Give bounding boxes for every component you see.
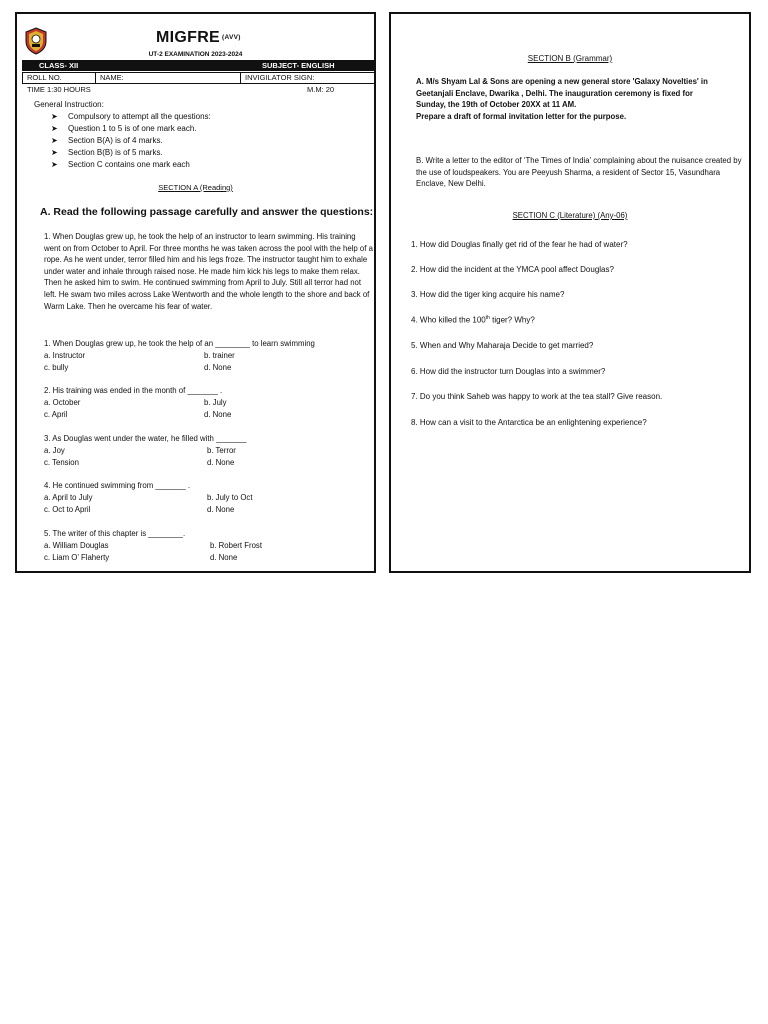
literature-question: 5. When and Why Maharaja Decide to get married? — [411, 341, 594, 350]
time-allowed: TIME 1:30 HOURS — [27, 85, 91, 94]
general-instruction-title: General Instruction: — [34, 100, 104, 109]
instruction-item: ➤ Section B(A) is of 4 marks. — [51, 136, 163, 145]
school-name: MIGFRE (AVV) — [156, 29, 241, 46]
student-info-row — [22, 72, 376, 84]
instruction-item: ➤ Question 1 to 5 is of one mark each. — [51, 124, 197, 133]
instruction-item: ➤ Compulsory to attempt all the questions: — [51, 112, 211, 121]
section-b-question-a: A. M/s Shyam Lal & Sons are opening a new general store 'Galaxy Novelties' in Geetanjali Enclave, Dwarika , Delhi. The inauguration ceremony is fixed for Sunday, the 19th of October 20XX at 11 AM. Prepare a draft of formal invitation letter for the purpose. — [416, 77, 708, 121]
literature-question: 1. How did Douglas finally get rid of the fear he had of water? — [411, 240, 628, 249]
literature-question: 2. How did the incident at the YMCA pool affect Douglas? — [411, 265, 614, 274]
mcq-question-5: 5. The writer of this chapter is ________. a. William Douglas b. Robert Frost c. Liam O’ Flaherty d. None — [44, 529, 262, 562]
mcq-question-2: 2. His training was ended in the month of _______ . a. October b. July c. April d. None — [44, 386, 232, 419]
arrow-bullet-icon: ➤ — [51, 136, 58, 145]
section-a-title: SECTION A (Reading) — [158, 183, 233, 192]
section-c-title: SECTION C (Literature) (Any-06) — [512, 211, 628, 220]
literature-question: 4. Who killed the 100th tiger? Why? — [411, 315, 535, 325]
exam-title: UT-2 EXAMINATION 2023-2024 — [148, 51, 243, 58]
reading-passage: 1. When Douglas grew up, he took the help of an instructor to learn swimming. His training went on from October to April. For three months he was taken across the pool with the help of a rope. As he went under, terror filled him and his legs froze. The instructor taught him to exhale under water and inhale through raised nose. He made him kick his legs to make them relax. Then he asked him to swim. He continued swimming from April to July. Still all terror had not left. He swam two miles across Lake Wentworth and the whole length to the shore and back of Warm Lake. Then he overcame his fear of water. — [44, 232, 373, 311]
instruction-item: ➤ Section C contains one mark each — [51, 160, 190, 169]
literature-question: 3. How did the tiger king acquire his name? — [411, 290, 565, 299]
section-b-question-b: B. Write a letter to the editor of ‘The Times of India’ complaining about the nuisance created by the use of loudspeakers. You are Peeyush Sharma, a resident of Sector 15, Vasundhara Enclave, New Delhi. — [416, 156, 742, 189]
class-subject-bar — [22, 60, 374, 71]
mcq-question-4: 4. He continued swimming from _______ . a. April to July b. July to Oct c. Oct to April d. None — [44, 481, 253, 514]
exam-page-right — [389, 12, 751, 573]
invigilator-sign-field: INVIGILATOR SIGN: — [245, 73, 315, 82]
passage-heading: A. Read the following passage carefully and answer the questions: — [40, 206, 374, 218]
literature-question: 7. Do you think Saheb was happy to work at the tea stall? Give reason. — [411, 392, 663, 401]
literature-question: 6. How did the instructor turn Douglas into a swimmer? — [411, 367, 606, 376]
literature-question: 8. How can a visit to the Antarctica be an enlightening experience? — [411, 418, 647, 427]
exam-page-left — [15, 12, 376, 573]
arrow-bullet-icon: ➤ — [51, 112, 58, 121]
section-b-title: SECTION B (Grammar) — [527, 54, 613, 63]
instruction-item: ➤ Section B(B) is of 5 marks. — [51, 148, 163, 157]
mcq-question-1: 1. When Douglas grew up, he took the help of an ________ to learn swimming a. Instructor b. trainer c. bully d. None — [44, 339, 315, 372]
class-label: CLASS- XII — [39, 61, 79, 70]
mcq-question-3: 3. As Douglas went under the water, he filled with _______ a. Joy b. Terror c. Tension d. None — [44, 434, 247, 467]
arrow-bullet-icon: ➤ — [51, 148, 58, 157]
arrow-bullet-icon: ➤ — [51, 124, 58, 133]
max-marks: M.M: 20 — [307, 85, 335, 94]
subject-label: SUBJECT- ENGLISH — [262, 61, 335, 70]
arrow-bullet-icon: ➤ — [51, 160, 58, 169]
name-field: NAME: — [96, 73, 241, 83]
roll-no-field: ROLL NO. — [23, 73, 96, 83]
